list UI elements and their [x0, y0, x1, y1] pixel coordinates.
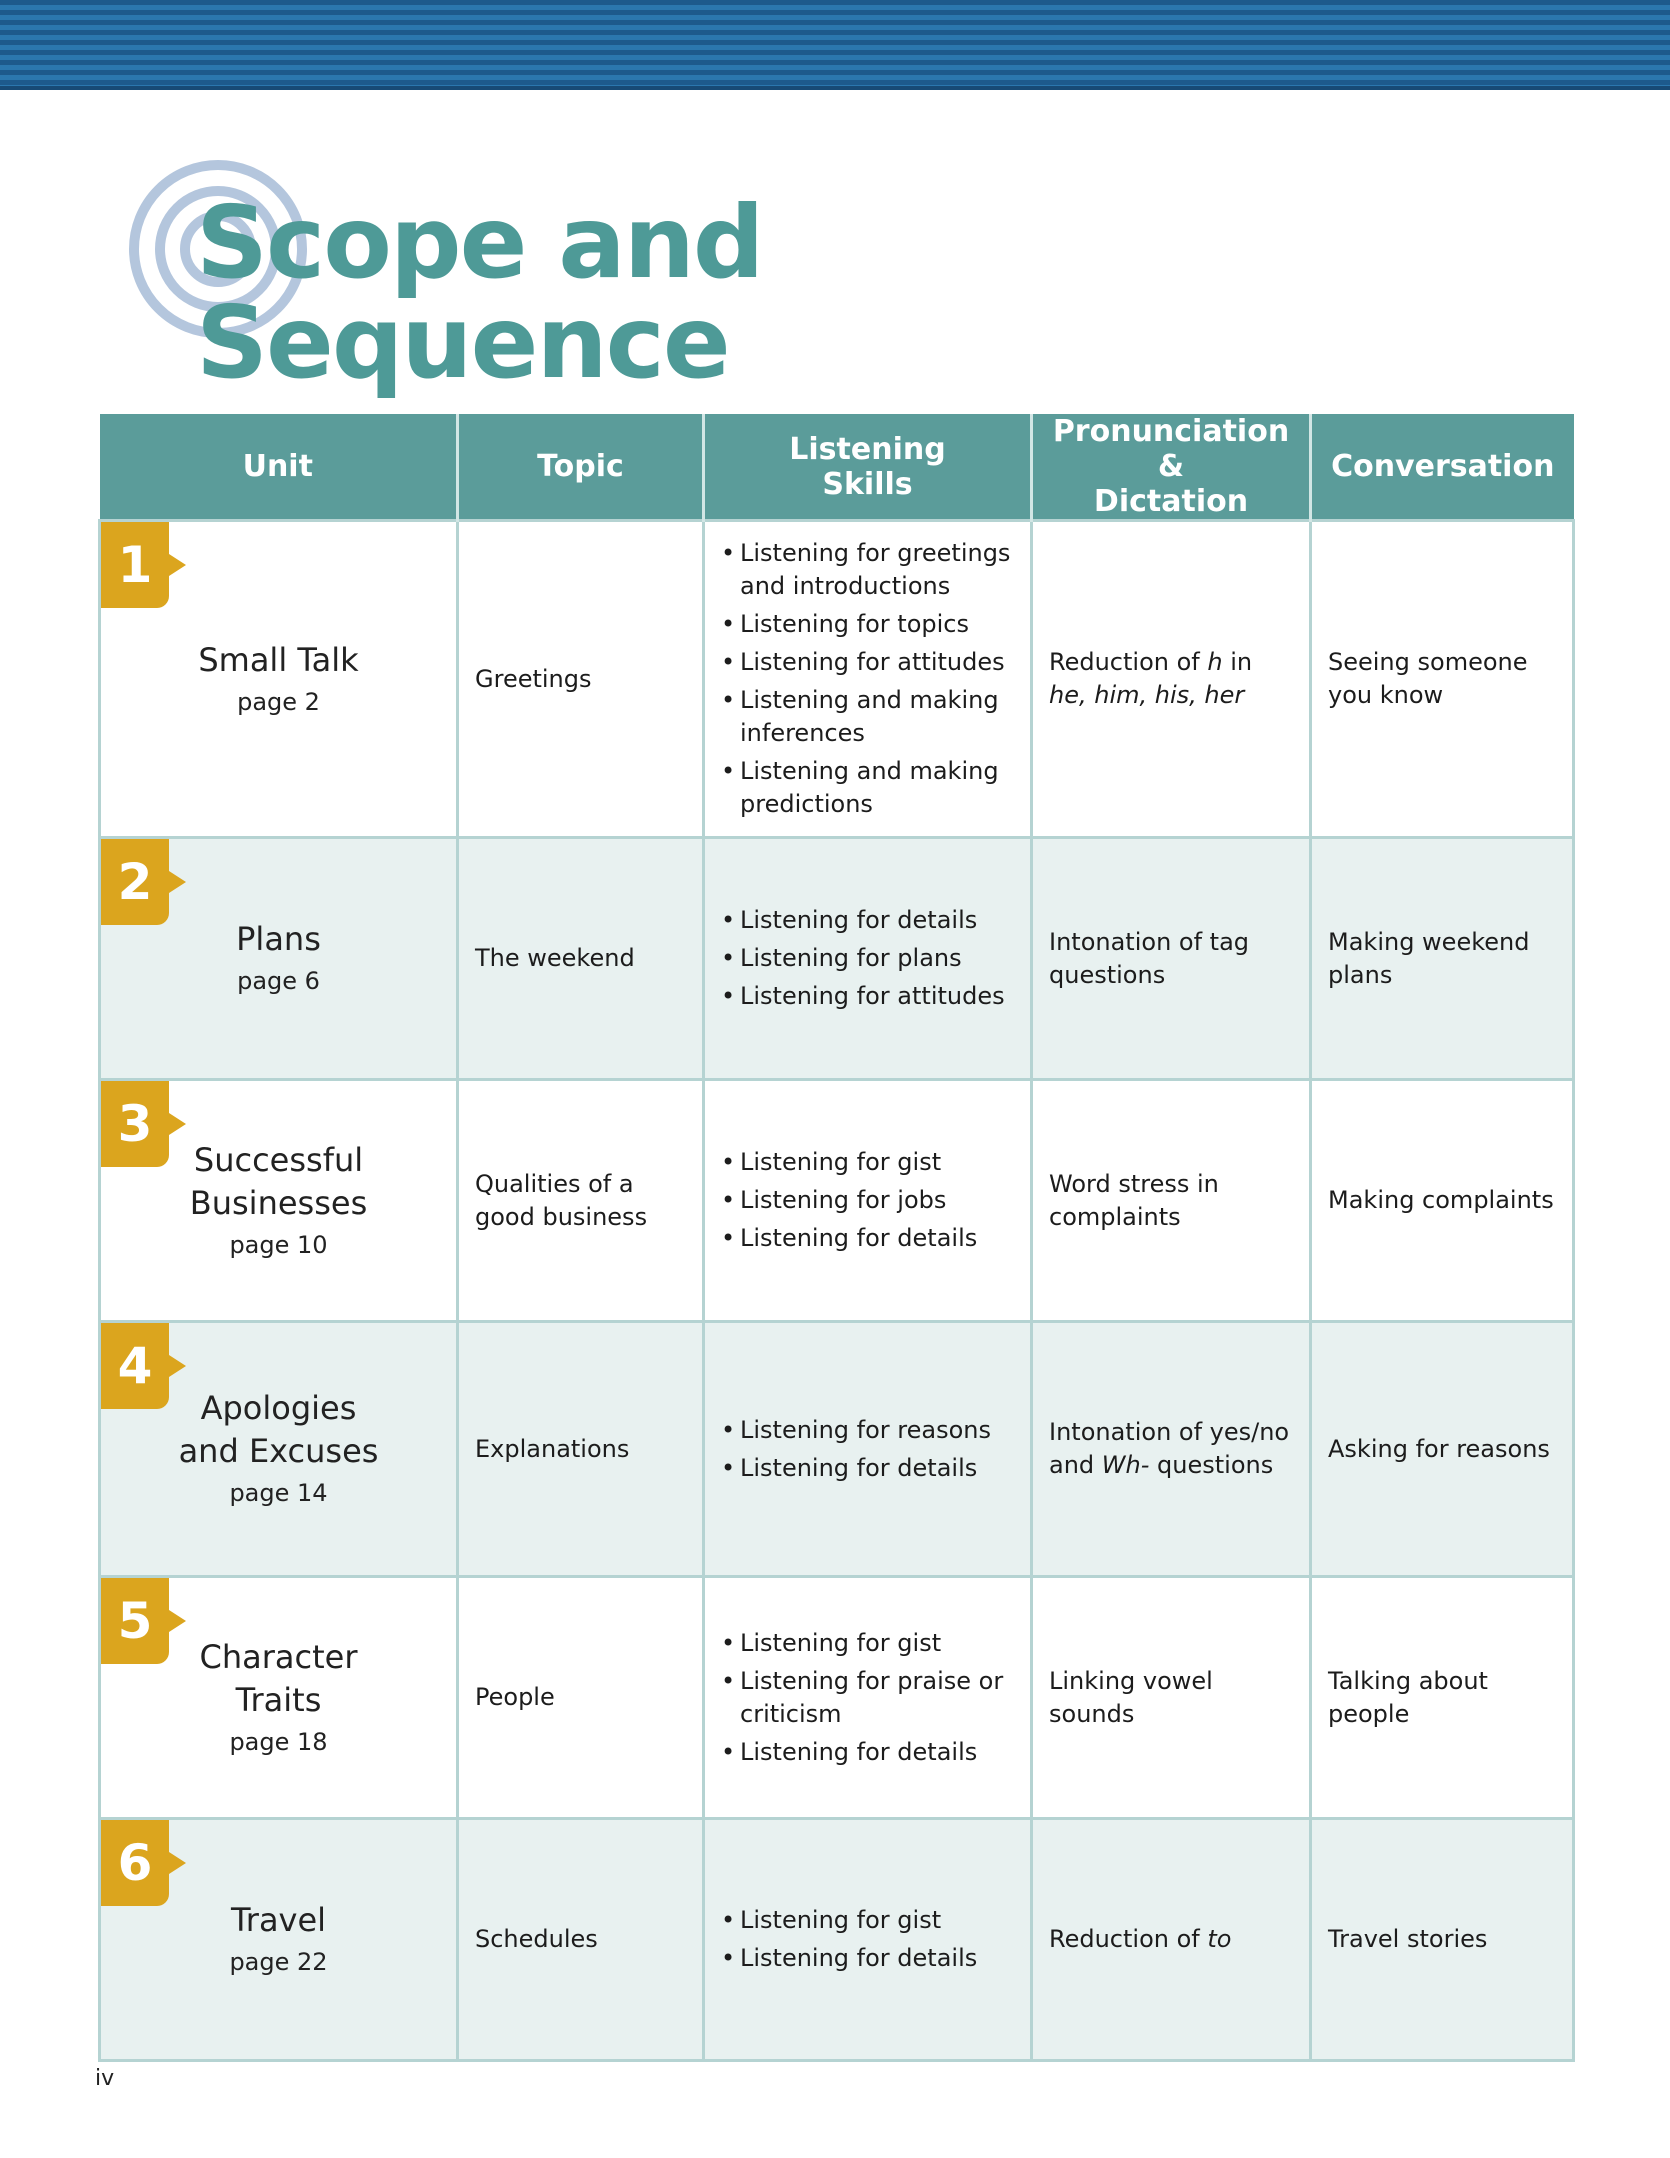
- table-row: [100, 838, 1574, 1080]
- unit-name: Small Talk: [198, 640, 359, 679]
- header-unit: Unit: [100, 414, 458, 521]
- skill-item: • Listening for gist: [721, 1904, 1014, 1937]
- skill-item: • Listening for gist: [721, 1146, 1014, 1179]
- unit-page-reference: page 22: [229, 1948, 328, 1976]
- listening-skills-cell: [704, 521, 1032, 838]
- skill-item: • Listening for details: [721, 1736, 1014, 1769]
- topic-cell: Schedules: [458, 1819, 704, 2061]
- unit-page-reference: page 14: [229, 1479, 328, 1507]
- topic-cell: Greetings: [458, 521, 704, 838]
- pronunciation-cell: [1032, 838, 1311, 1080]
- skill-item: • Listening for topics: [721, 608, 1014, 641]
- listening-skills-cell: [704, 838, 1032, 1080]
- pronunciation-italic-text: to: [1207, 1925, 1232, 1953]
- pronunciation-italic-text: Wh-: [1101, 1451, 1150, 1479]
- unit-name: Character: [199, 1637, 358, 1676]
- skill-item: • Listening for gist: [721, 1627, 1014, 1660]
- pronunciation-text: Word stress in complaints: [1049, 1169, 1219, 1231]
- skill-item: • Listening and making predictions: [721, 755, 1014, 821]
- unit-name: and Excuses: [178, 1432, 379, 1470]
- topic-cell: The weekend: [458, 838, 704, 1080]
- topic-cell: People: [458, 1577, 704, 1819]
- skills-list: [721, 1146, 1014, 1255]
- header-listening-skills: [704, 414, 1032, 521]
- skill-item: • Listening for reasons: [721, 1414, 1014, 1447]
- topic-cell: Explanations: [458, 1322, 704, 1577]
- header-pronunciation-line1: Pronunciation &: [1052, 414, 1290, 484]
- header-row: [100, 414, 1574, 521]
- table-row: [100, 1080, 1574, 1322]
- pronunciation-text: Linking vowel sounds: [1049, 1666, 1213, 1728]
- table-row: [100, 1819, 1574, 2061]
- skills-list: [721, 1627, 1014, 1769]
- pronunciation-text: Reduction of: [1049, 648, 1208, 676]
- topic-cell: Qualities of a good business: [458, 1080, 704, 1322]
- pronunciation-cell: [1032, 1080, 1311, 1322]
- conversation-cell: Talking about people: [1311, 1577, 1574, 1819]
- pronunciation-text: Intonation of yes/no and: [1049, 1418, 1290, 1479]
- unit-name: Travel: [230, 1901, 327, 1939]
- pronunciation-italic-text: he, him, his, her: [1049, 681, 1245, 709]
- unit-number-badge: 4: [101, 1323, 169, 1409]
- skill-item: • Listening for details: [721, 1452, 1014, 1485]
- conversation-cell: Asking for reasons: [1311, 1322, 1574, 1577]
- unit-number-badge: 6: [101, 1820, 169, 1906]
- unit-cell: [100, 1322, 458, 1577]
- listening-skills-cell: [704, 1322, 1032, 1577]
- table-body: [100, 521, 1574, 2061]
- pronunciation-cell: [1032, 1819, 1311, 2061]
- unit-name: Traits: [235, 1680, 322, 1719]
- listening-skills-cell: [704, 1577, 1032, 1819]
- skill-item: • Listening for plans: [721, 942, 1014, 975]
- pronunciation-text: Intonation of tag questions: [1049, 927, 1250, 989]
- pronunciation-cell: [1032, 521, 1311, 838]
- unit-number-badge: 2: [101, 839, 169, 925]
- header-listening-line1: Listening: [789, 431, 946, 467]
- conversation-cell: Making complaints: [1311, 1080, 1574, 1322]
- skill-item: • Listening and making inferences: [721, 684, 1014, 750]
- unit-number-badge: 1: [101, 522, 169, 608]
- unit-name: Businesses: [189, 1183, 368, 1222]
- skill-item: • Listening for greetings and introductions: [721, 537, 1014, 603]
- skill-item: • Listening for praise or criticism: [721, 1665, 1014, 1731]
- unit-name: Apologies: [200, 1389, 357, 1427]
- unit-cell: [100, 521, 458, 838]
- pronunciation-text: questions: [1149, 1451, 1274, 1479]
- unit-page-reference: page 10: [229, 1230, 328, 1259]
- unit-cell: [100, 1819, 458, 2061]
- page-title: Scope and Sequence: [196, 184, 763, 401]
- skill-item: • Listening for details: [721, 904, 1014, 937]
- unit-name: Plans: [236, 920, 321, 958]
- listening-skills-cell: [704, 1080, 1032, 1322]
- skill-item: • Listening for attitudes: [721, 980, 1014, 1013]
- skills-list: [721, 1414, 1014, 1485]
- table-row: [100, 1577, 1574, 1819]
- table-row: [100, 1322, 1574, 1577]
- title-block: [128, 155, 1228, 401]
- unit-name: Successful: [193, 1140, 364, 1179]
- unit-cell: [100, 1080, 458, 1322]
- skills-list: [721, 1904, 1014, 1975]
- unit-page-reference: page 2: [237, 687, 320, 716]
- skills-list: [721, 537, 1014, 821]
- pronunciation-text: Reduction of: [1049, 1925, 1208, 1953]
- header-topic: Topic: [458, 414, 704, 521]
- header-pronunciation-dictation: [1032, 414, 1311, 521]
- scope-sequence-table: [98, 414, 1575, 2062]
- conversation-cell: Travel stories: [1311, 1819, 1574, 2061]
- pronunciation-cell: [1032, 1322, 1311, 1577]
- header-pronunciation-line2: Dictation: [1093, 484, 1249, 519]
- conversation-cell: Seeing someone you know: [1311, 521, 1574, 838]
- top-striped-band: [0, 0, 1670, 90]
- pronunciation-text: in: [1222, 648, 1253, 676]
- unit-page-reference: page 18: [229, 1727, 328, 1756]
- skill-item: • Listening for details: [721, 1942, 1014, 1975]
- table-row: [100, 521, 1574, 838]
- conversation-cell: Making weekend plans: [1311, 838, 1574, 1080]
- pronunciation-cell: [1032, 1577, 1311, 1819]
- listening-skills-cell: [704, 1819, 1032, 2061]
- unit-number-badge: 5: [101, 1578, 169, 1664]
- unit-number-badge: 3: [101, 1081, 169, 1167]
- unit-page-reference: page 6: [237, 967, 320, 995]
- pronunciation-italic-text: h: [1207, 648, 1223, 676]
- header-conversation: Conversation: [1311, 414, 1574, 521]
- skills-list: [721, 904, 1014, 1013]
- unit-cell: [100, 1577, 458, 1819]
- skill-item: • Listening for jobs: [721, 1184, 1014, 1217]
- header-listening-line2: Skills: [822, 466, 913, 502]
- footer-page-number: iv: [95, 2066, 115, 2091]
- unit-cell: [100, 838, 458, 1080]
- skill-item: • Listening for details: [721, 1222, 1014, 1255]
- skill-item: • Listening for attitudes: [721, 646, 1014, 679]
